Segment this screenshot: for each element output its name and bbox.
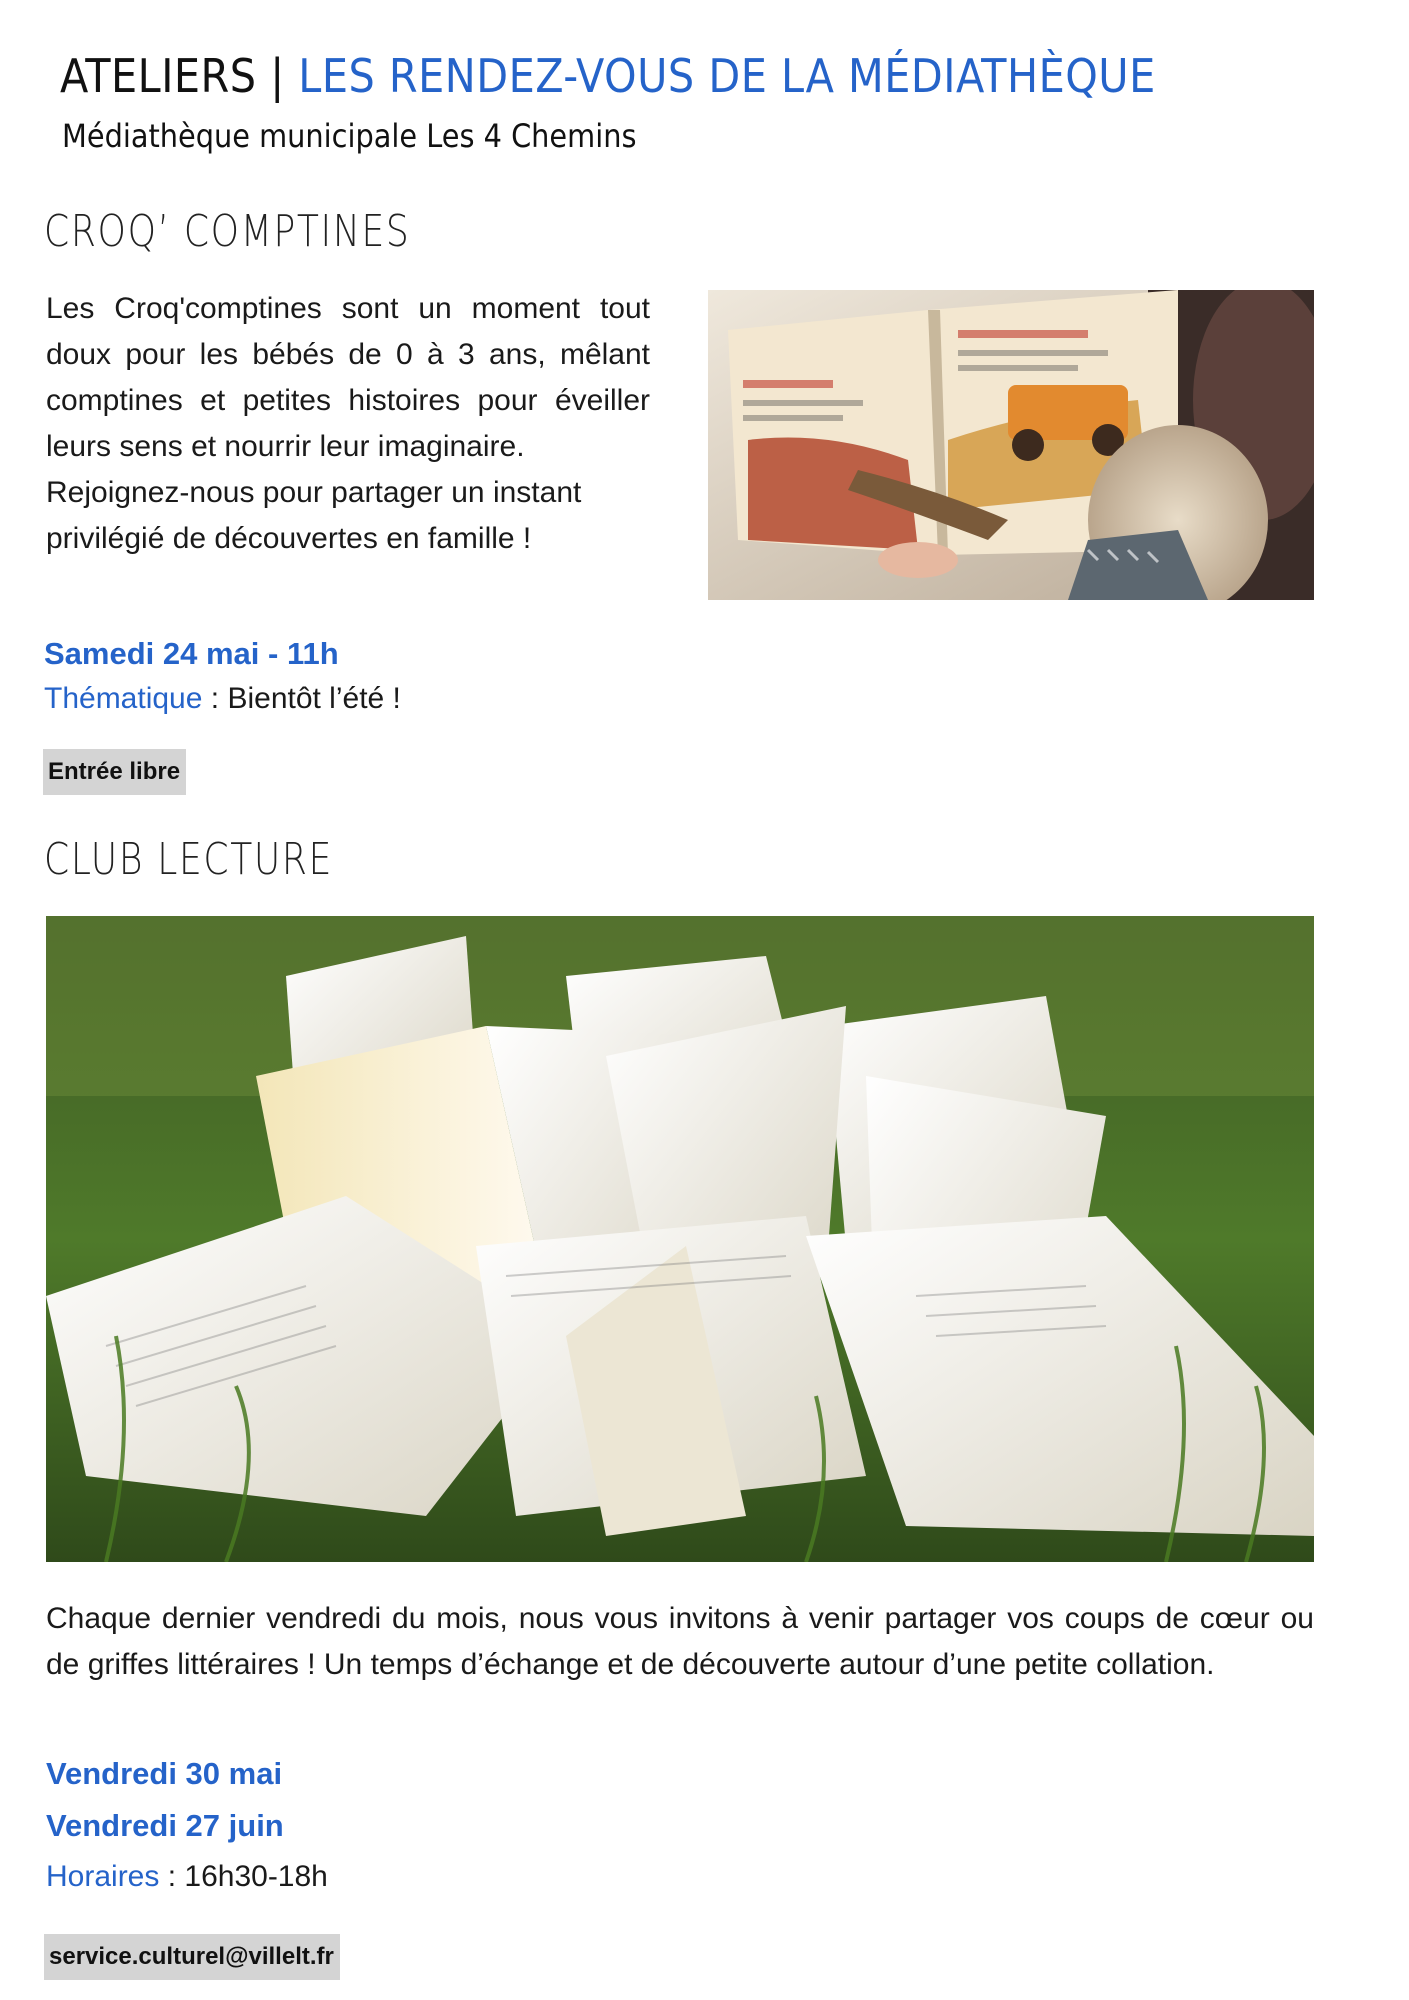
club-hours-label: Horaires xyxy=(46,1860,160,1893)
club-hours-value: 16h30-18h xyxy=(184,1860,328,1893)
croq-theme-sep: : xyxy=(202,682,228,715)
page-subtitle: Médiathèque municipale Les 4 Chemins xyxy=(62,117,637,155)
croq-description-text: Les Croq'comptines sont un moment tout doux pour les bébés de 0 à 3 ans, mêlant comptines et petites histoires pour éveiller leurs sens et nourrir leur imaginaire. xyxy=(46,292,650,463)
section-heading-croq: CROQ’ COMPTINES xyxy=(44,206,411,257)
club-description: Chaque dernier vendredi du mois, nous vous invitons à venir partager vos coups de cœur ou de griffes littéraires ! Un temps d’échange et de découverte autour d’une petite collation. xyxy=(46,1602,1314,1681)
croq-description xyxy=(46,286,650,562)
club-date-1: Vendredi 30 mai xyxy=(46,1756,283,1791)
croq-description-text-2: Rejoignez-nous pour partager un instant privilégié de découvertes en famille ! xyxy=(46,476,582,555)
contact-email[interactable]: service.culturel@villelt.fr xyxy=(44,1934,340,1980)
croq-photo xyxy=(708,290,1314,600)
club-date-2: Vendredi 27 juin xyxy=(46,1808,284,1843)
title-prefix: ATELIERS | xyxy=(60,49,285,103)
croq-theme-value: Bientôt l’été ! xyxy=(227,682,401,715)
club-photo xyxy=(46,916,1314,1562)
croq-theme xyxy=(44,682,401,716)
club-hours-sep: : xyxy=(159,1860,185,1893)
croq-date: Samedi 24 mai - 11h xyxy=(44,636,339,671)
photo-open-books-on-grass xyxy=(46,916,1314,1562)
croq-theme-label: Thématique xyxy=(44,682,203,715)
title-main: LES RENDEZ-VOUS DE LA MÉDIATHÈQUE xyxy=(298,49,1156,103)
page-title xyxy=(60,46,1156,106)
section-heading-club: CLUB LECTURE xyxy=(44,834,334,885)
entry-badge: Entrée libre xyxy=(43,749,186,795)
club-hours xyxy=(46,1860,328,1894)
photo-reading-picture-book xyxy=(708,290,1314,600)
